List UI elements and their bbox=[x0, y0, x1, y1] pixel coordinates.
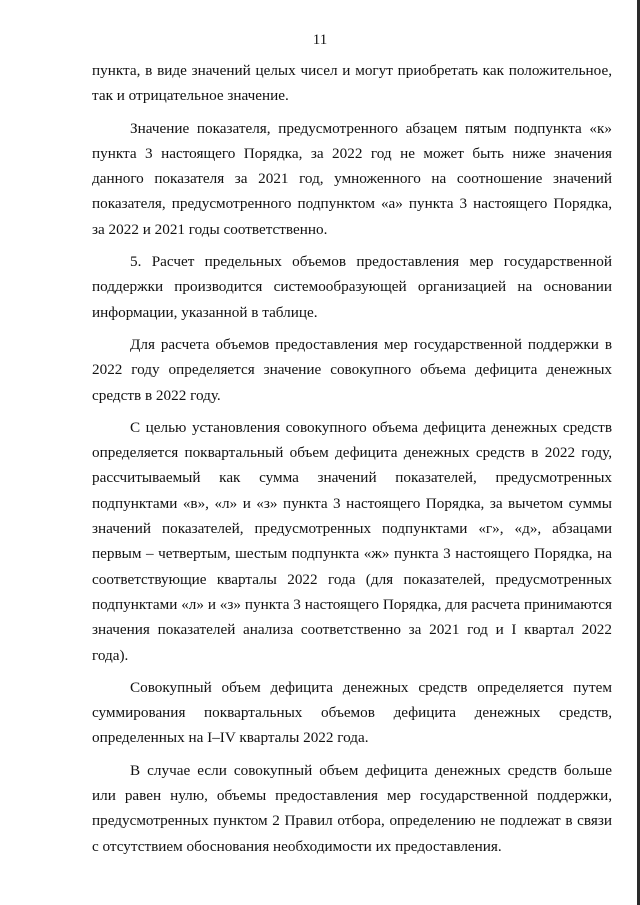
page-number: 11 bbox=[312, 32, 328, 48]
paragraph-quarterly-deficit: С целью установления совокупного объема дефицита денежных средств определяется поквартальный объем дефицита денежных средств в 2022 году, рассчитываемый как сумма значений показателей, предусмотренных подпунктами «в», «л» и «з» пункта 3 настоящего Порядка, за вычетом суммы значений показателей, предусмотренных подпунктами «г», «д», абзацами первым – четвертым, шестым подпункта «ж» пункта 3 настоящего Порядка, на соответствующие кварталы 2022 года (для показателей, предусмотренных подпунктами «л» и «з» пункта 3 настоящего Порядка, для расчета принимаются значения показателей анализа соответственно за 2021 год и I квартал 2022 года). bbox=[92, 418, 612, 664]
paragraph-indicator-value: Значение показателя, предусмотренного абзацем пятым подпункта «к» пункта 3 настоящего Порядка, за 2022 год не может быть ниже значения данного показателя за 2021 год, умноженного на соотношение значений показателя, предусмотренного подпунктом «а» пункта 3 настоящего Порядка, за 2022 и 2021 годы соответственно. bbox=[92, 119, 612, 238]
paragraph-total-deficit: Совокупный объем дефицита денежных средств определяется путем суммирования поквартальных объемов дефицита денежных средств, определенных на I–IV кварталы 2022 года. bbox=[92, 678, 612, 747]
paragraph-continuation: пункта, в виде значений целых чисел и могут приобретать как положительное, так и отрицательное значение. bbox=[92, 62, 612, 105]
paragraph-calculation-2022: Для расчета объемов предоставления мер государственной поддержки в 2022 году определяется значение совокупного объема дефицита денежных средств в 2022 году. bbox=[92, 335, 612, 404]
paragraph-no-deficit-case: В случае если совокупный объем дефицита денежных средств больше или равен нулю, объемы предоставления мер государственной поддержки, предусмотренных пунктом 2 Правил отбора, определению не подлежат в связи с отсутствием обоснования необходимости их предоставления. bbox=[92, 761, 612, 855]
paragraph-item-5: 5. Расчет предельных объемов предоставления мер государственной поддержки производится системообразующей организацией на основании информации, указанной в таблице. bbox=[92, 253, 612, 321]
document-body bbox=[92, 58, 612, 866]
